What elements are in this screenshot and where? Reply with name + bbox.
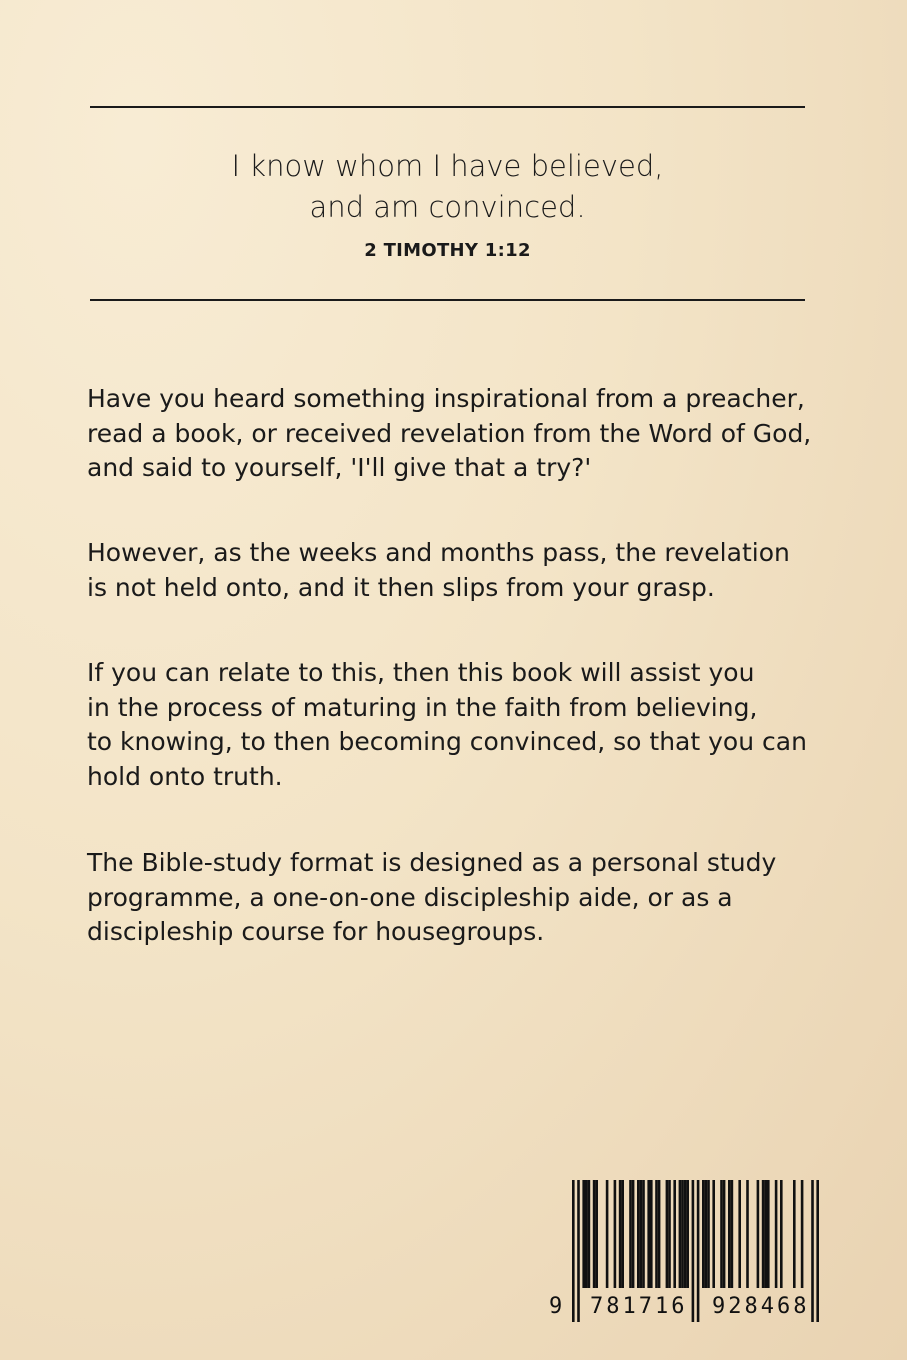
- barcode-left-digits: 781716: [590, 1294, 688, 1319]
- barcode-bar: [762, 1180, 765, 1288]
- barcode-bar: [650, 1180, 653, 1288]
- barcode-bar: [582, 1180, 585, 1288]
- paragraph-1: [87, 382, 827, 486]
- barcode-bar: [731, 1180, 734, 1288]
- paragraph-3: [87, 656, 827, 794]
- barcode-bar: [712, 1180, 715, 1288]
- barcode-right-digits: 928468: [712, 1294, 810, 1319]
- barcode-bar: [655, 1180, 658, 1288]
- barcode-bar: [642, 1180, 645, 1288]
- barcode-guard-bar: [577, 1180, 580, 1322]
- paragraph-line: programme, a one-on-one discipleship aide, or as a: [87, 882, 733, 912]
- barcode-bar: [707, 1180, 710, 1288]
- barcode-bar: [686, 1180, 689, 1288]
- barcode-bar: [767, 1180, 770, 1288]
- paragraph-line: is not held onto, and it then slips from your grasp.: [87, 572, 715, 602]
- barcode-bar: [684, 1180, 687, 1288]
- barcode-bar: [679, 1180, 682, 1288]
- paragraph-4: [87, 846, 827, 950]
- paragraph-2: [87, 536, 827, 605]
- barcode-bar: [614, 1180, 617, 1288]
- barcode-prefix-digit: 9: [549, 1294, 566, 1319]
- barcode-bar: [728, 1180, 731, 1288]
- barcode-bar: [738, 1180, 741, 1288]
- paragraph-line: in the process of maturing in the faith from believing,: [87, 692, 758, 722]
- barcode-bar: [746, 1180, 749, 1288]
- barcode-bar: [585, 1180, 588, 1288]
- barcode-bar: [793, 1180, 796, 1288]
- barcode-bar: [801, 1180, 804, 1288]
- barcode-guard-bar: [692, 1180, 695, 1322]
- barcode-bar: [647, 1180, 650, 1288]
- barcode-bar: [723, 1180, 726, 1288]
- paragraph-line: to knowing, to then becoming convinced, so that you can: [87, 727, 807, 756]
- paragraph-line: hold onto truth.: [87, 761, 283, 791]
- barcode-bar: [621, 1180, 624, 1288]
- barcode-bar: [588, 1180, 591, 1288]
- barcode-guard-bar: [572, 1180, 575, 1322]
- paragraph-line: Have you heard something inspirational from a preacher,: [87, 384, 805, 413]
- barcode-bar: [720, 1180, 723, 1288]
- barcode-bar: [702, 1180, 705, 1288]
- barcode-bar: [666, 1180, 669, 1288]
- top-divider: [90, 106, 805, 108]
- barcode-guard-bar: [697, 1180, 700, 1322]
- barcode-bar: [668, 1180, 671, 1288]
- barcode-bar: [606, 1180, 609, 1288]
- barcode-bar: [757, 1180, 760, 1288]
- quote-reference: 2 TIMOTHY 1:12: [364, 240, 531, 261]
- quote-line-1: I know whom I have believed,: [231, 149, 664, 183]
- barcode-bar: [632, 1180, 635, 1288]
- barcode-bar: [619, 1180, 622, 1288]
- paragraph-line: read a book, or received revelation from the Word of God,: [87, 418, 812, 448]
- barcode-bar: [595, 1180, 598, 1288]
- barcode-bar: [764, 1180, 767, 1288]
- barcode-bar: [775, 1180, 778, 1288]
- barcode-bar: [658, 1180, 661, 1288]
- paragraph-line: discipleship course for housegroups.: [87, 917, 545, 946]
- paragraph-line: If you can relate to this, then this book will assist you: [87, 658, 755, 687]
- barcode-bar: [637, 1180, 640, 1288]
- epigraph-quote: [90, 146, 805, 228]
- paragraph-line: The Bible-study format is designed as a personal study: [87, 848, 777, 877]
- barcode-bar: [681, 1180, 684, 1288]
- barcode-bar: [780, 1180, 783, 1288]
- bottom-divider: [90, 299, 805, 301]
- barcode-bar: [629, 1180, 632, 1288]
- barcode-bar: [705, 1180, 708, 1288]
- barcode-bar: [673, 1180, 676, 1288]
- barcode-guard-bar: [811, 1180, 814, 1322]
- quote-line-2: and am convinced.: [309, 190, 586, 224]
- barcode-bar: [593, 1180, 596, 1288]
- barcode-guard-bar: [816, 1180, 819, 1322]
- paragraph-line: However, as the weeks and months pass, the revelation: [87, 538, 790, 567]
- barcode-bar: [640, 1180, 643, 1288]
- paragraph-line: and said to yourself, 'I'll give that a try?': [87, 453, 592, 482]
